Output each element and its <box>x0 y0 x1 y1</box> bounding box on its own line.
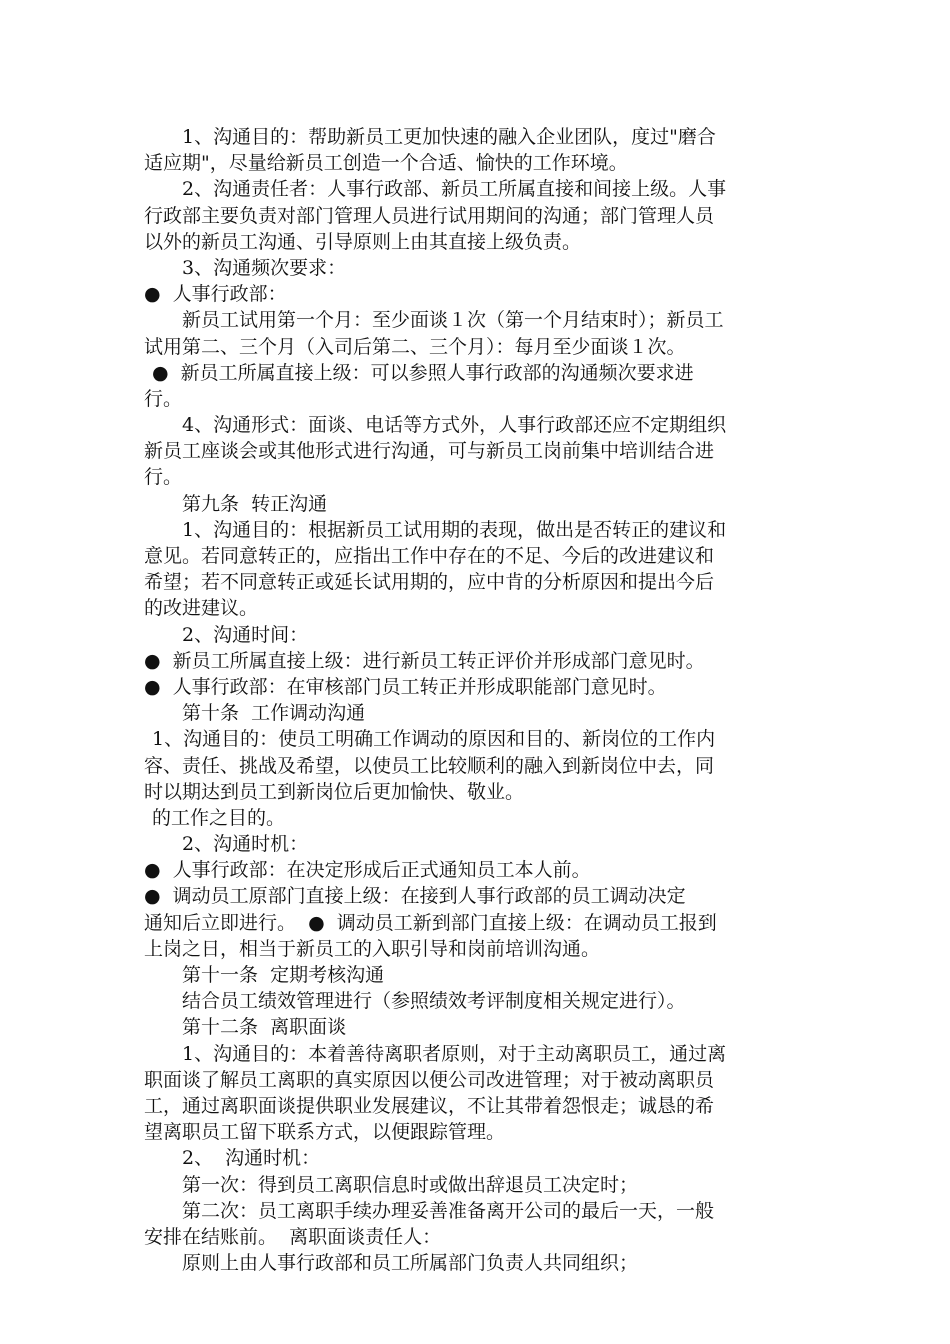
paragraph-line: 1、沟通目的：帮助新员工更加快速的融入企业团队，度过"磨合 <box>182 126 716 148</box>
paragraph-line: 1、沟通目的：本着善待离职者原则，对于主动离职员工，通过离 <box>182 1042 727 1065</box>
bullet-line: ● 人事行政部：在决定形成后正式通知员工本人前。 <box>144 859 591 882</box>
paragraph-line: 结合员工绩效管理进行（参照绩效考评制度相关规定进行）。 <box>182 990 686 1013</box>
paragraph-line: 的改进建议。 <box>144 597 259 620</box>
paragraph-line: 时以期达到员工到新岗位后更加愉快、敬业。 <box>144 780 525 803</box>
paragraph-line: 望离职员工留下联系方式，以便跟踪管理。 <box>144 1121 506 1144</box>
paragraph-line: 第一次：得到员工离职信息时或做出辞退员工决定时； <box>182 1173 639 1196</box>
bullet-line: ● 新员工所属直接上级：进行新员工转正评价并形成部门意见时。 <box>144 649 705 672</box>
section-heading: 第九条 转正沟通 <box>182 492 328 515</box>
paragraph-line: 希望；若不同意转正或延长试用期的，应中肯的分析原因和提出今后 <box>144 571 715 594</box>
paragraph-line: 适应期"，尽量给新员工创造一个合适、愉快的工作环境。 <box>144 152 628 175</box>
paragraph-line: 2、沟通时机： <box>182 833 309 856</box>
paragraph-line: 工，通过离职面谈提供职业发展建议，不让其带着怨恨走；诚恳的希 <box>144 1094 715 1117</box>
document-body <box>144 124 804 1276</box>
section-heading: 第十二条 离职面谈 <box>182 1016 347 1039</box>
paragraph-line: 通知后立即进行。 ● 调动员工新到部门直接上级：在调动员工报到 <box>144 911 717 934</box>
paragraph-line: 1、沟通目的：根据新员工试用期的表现，做出是否转正的建议和 <box>182 518 727 541</box>
paragraph-line: 新员工座谈会或其他形式进行沟通，可与新员工岗前集中培训结合进 <box>144 440 715 463</box>
section-heading: 第十一条 定期考核沟通 <box>182 964 385 986</box>
paragraph-line: 行。 <box>144 466 183 489</box>
paragraph-line: 职面谈了解员工离职的真实原因以便公司改进管理；对于被动离职员 <box>144 1068 715 1091</box>
paragraph-line: 第二次：员工离职手续办理妥善准备离开公司的最后一天，一般 <box>182 1199 715 1222</box>
paragraph-line: 行政部主要负责对部门管理人员进行试用期间的沟通；部门管理人员 <box>144 204 715 227</box>
bullet-line: ● 新员工所属直接上级：可以参照人事行政部的沟通频次要求进 <box>152 361 694 384</box>
paragraph-line: 2、沟通责任者：人事行政部、新员工所属直接和间接上级。人事 <box>182 178 727 201</box>
paragraph-line: 意见。若同意转正的，应指出工作中存在的不足、今后的改进建议和 <box>144 545 715 567</box>
section-heading: 第十条 工作调动沟通 <box>182 702 366 725</box>
paragraph-line: 上岗之日，相当于新员工的入职引导和岗前培训沟通。 <box>144 937 601 960</box>
paragraph-line: 1、沟通目的：使员工明确工作调动的原因和目的、新岗位的工作内 <box>152 728 716 751</box>
paragraph-line: 2、 沟通时机： <box>182 1147 321 1170</box>
paragraph-line: 安排在结账前。 离职面谈责任人： <box>144 1225 442 1248</box>
bullet-line: ● 人事行政部： <box>144 283 287 306</box>
paragraph-line: 2、沟通时间： <box>182 623 309 646</box>
paragraph-line: 行。 <box>144 387 183 410</box>
paragraph-line: 的工作之目的。 <box>152 806 286 829</box>
paragraph-line: 原则上由人事行政部和员工所属部门负责人共同组织； <box>182 1252 639 1275</box>
paragraph-line: 试用第二、三个月（入司后第二、三个月）：每月至少面谈１次。 <box>144 335 686 358</box>
bullet-line: ● 人事行政部：在审核部门员工转正并形成职能部门意见时。 <box>144 675 667 698</box>
paragraph-line: 3、沟通频次要求： <box>182 256 347 279</box>
paragraph-line: 以外的新员工沟通、引导原则上由其直接上级负责。 <box>144 230 582 253</box>
paragraph-line: 新员工试用第一个月：至少面谈１次（第一个月结束时）；新员工 <box>182 309 724 332</box>
paragraph-line: 容、责任、挑战及希望，以使员工比较顺利的融入到新岗位中去，同 <box>144 754 715 777</box>
bullet-line: ● 调动员工原部门直接上级：在接到人事行政部的员工调动决定 <box>144 885 686 908</box>
paragraph-line: 4、沟通形式：面谈、电话等方式外，人事行政部还应不定期组织 <box>182 414 727 437</box>
